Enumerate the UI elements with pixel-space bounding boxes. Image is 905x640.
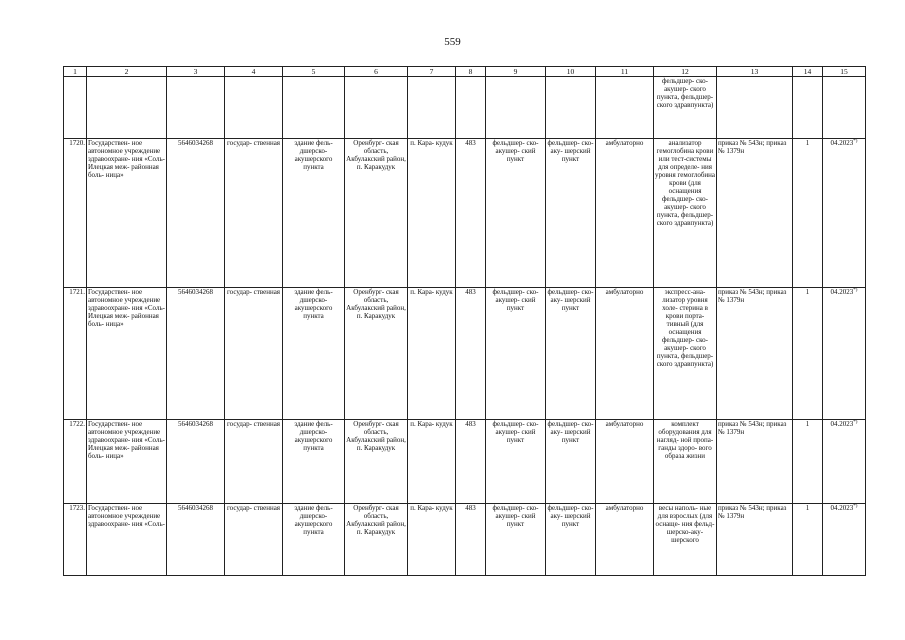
date-value: 04.2023 [830, 504, 854, 512]
building-cell: здание фель- дшерско- акушерского пункта [283, 288, 345, 420]
ownership-cell: государ- ственная [225, 420, 283, 504]
unit-name-cell: фельдшер- ско-аку- шерский пункт [546, 420, 596, 504]
column-header: 7 [408, 67, 456, 77]
column-header: 11 [596, 67, 654, 77]
column-header: 1 [64, 67, 87, 77]
unit-name-cell: фельдшер- ско-аку- шерский пункт [546, 139, 596, 288]
row-number: 1721. [64, 288, 87, 420]
column-header: 15 [823, 67, 866, 77]
population-cell: 483 [456, 420, 486, 504]
date-footnote-mark: *) [853, 504, 858, 509]
unit-type-cell: фельдшер- ско-акушер- ский пункт [486, 504, 546, 576]
inn-cell: 5646034268 [167, 139, 225, 288]
ownership-cell: государ- ственная [225, 139, 283, 288]
settlement-cell: п. Кара- кудук [408, 420, 456, 504]
date-footnote-mark: *) [853, 139, 858, 144]
settlement-cell: п. Кара- кудук [408, 139, 456, 288]
table-row [64, 420, 866, 504]
building-cell: здание фель- дшерско- акушерского пункта [283, 139, 345, 288]
care-form-cell: амбулаторно [596, 504, 654, 576]
column-header: 10 [546, 67, 596, 77]
column-header: 12 [654, 67, 717, 77]
row-number: 1723. [64, 504, 87, 576]
settlement-cell: п. Кара- кудук [408, 504, 456, 576]
region-cell: Оренбург- ская область, Акбулакский район, п. Каракудук [345, 288, 408, 420]
ownership-cell: государ- ственная [225, 288, 283, 420]
equipment-cell: экспресс-ана- лизатор уровня холе- стерина в крови порта- тивный (для оснащения фельдшер- ско-акушер- ского пункта, фельдшер- ского здравпункта) [654, 288, 717, 420]
region-cell: Оренбург- ская область, Акбулакский район, п. Каракудук [345, 420, 408, 504]
quantity-cell: 1 [793, 139, 823, 288]
column-header: 13 [717, 67, 793, 77]
column-header: 5 [283, 67, 345, 77]
unit-type-cell: фельдшер- ско-акушер- ский пункт [486, 288, 546, 420]
population-cell: 483 [456, 504, 486, 576]
organization-cell: Государствен- ное автономное учреждение здравоохране- ния «Соль- Илецкая меж- районная боль- ница» [87, 139, 167, 288]
inn-cell: 5646034268 [167, 420, 225, 504]
register-table [63, 66, 866, 576]
equipment-cell: весы наполь- ные для взрослых (для оснаще- ния фельд- шерско-аку- шерского [654, 504, 717, 576]
table-row [64, 139, 866, 288]
equipment-cell: анализатор гемоглобина крови или тест-системы для определе- ния уровня гемоглобина крови (для оснащения фельдшер- ско-акушер- ского пункта, фельдшер- ского здравпункта) [654, 139, 717, 288]
organization-cell: Государствен- ное автономное учреждение здравоохране- ния «Соль- [87, 504, 167, 576]
row-number: 1720. [64, 139, 87, 288]
equipment-cell: фельдшер- ско-акушер- ского пункта, фельдшер- ского здравпункта) [654, 77, 717, 139]
care-form-cell: амбулаторно [596, 288, 654, 420]
building-cell: здание фель- дшерско- акушерского пункта [283, 504, 345, 576]
column-header: 6 [345, 67, 408, 77]
date-value: 04.2023 [830, 139, 854, 147]
region-cell: Оренбург- ская область, Акбулакский район, п. Каракудук [345, 504, 408, 576]
column-header: 2 [87, 67, 167, 77]
date-footnote-mark: *) [853, 288, 858, 293]
column-number-row [64, 67, 866, 77]
organization-cell: Государствен- ное автономное учреждение здравоохране- ния «Соль- Илецкая меж- районная боль- ница» [87, 288, 167, 420]
unit-type-cell: фельдшер- ско-акушер- ский пункт [486, 420, 546, 504]
inn-cell: 5646034268 [167, 504, 225, 576]
table-row [64, 504, 866, 576]
table-row [64, 288, 866, 420]
column-header: 9 [486, 67, 546, 77]
care-form-cell: амбулаторно [596, 420, 654, 504]
order-cell: приказ № 543н; приказ № 1379н [717, 139, 793, 288]
unit-type-cell: фельдшер- ско-акушер- ский пункт [486, 139, 546, 288]
continuation-row [64, 77, 866, 139]
unit-name-cell: фельдшер- ско-аку- шерский пункт [546, 288, 596, 420]
population-cell: 483 [456, 139, 486, 288]
building-cell: здание фель- дшерско- акушерского пункта [283, 420, 345, 504]
date-cell [823, 420, 866, 504]
column-header: 8 [456, 67, 486, 77]
column-header: 3 [167, 67, 225, 77]
organization-cell: Государствен- ное автономное учреждение здравоохране- ния «Соль- Илецкая меж- районная боль- ница» [87, 420, 167, 504]
equipment-cell: комплект оборудования для нагляд- ной пропа- ганды здоро- вого образа жизни [654, 420, 717, 504]
date-cell [823, 288, 866, 420]
care-form-cell: амбулаторно [596, 139, 654, 288]
order-cell: приказ № 543н; приказ № 1379н [717, 288, 793, 420]
order-cell: приказ № 543н; приказ № 1379н [717, 504, 793, 576]
date-cell [823, 139, 866, 288]
column-header: 4 [225, 67, 283, 77]
order-cell: приказ № 543н; приказ № 1379н [717, 420, 793, 504]
date-cell [823, 504, 866, 576]
inn-cell: 5646034268 [167, 288, 225, 420]
quantity-cell: 1 [793, 504, 823, 576]
region-cell: Оренбург- ская область, Акбулакский район, п. Каракудук [345, 139, 408, 288]
date-value: 04.2023 [830, 420, 854, 428]
quantity-cell: 1 [793, 420, 823, 504]
settlement-cell: п. Кара- кудук [408, 288, 456, 420]
population-cell: 483 [456, 288, 486, 420]
column-header: 14 [793, 67, 823, 77]
ownership-cell: государ- ственная [225, 504, 283, 576]
date-footnote-mark: *) [853, 420, 858, 425]
row-number: 1722. [64, 420, 87, 504]
unit-name-cell: фельдшер- ско-аку- шерский пункт [546, 504, 596, 576]
quantity-cell: 1 [793, 288, 823, 420]
date-value: 04.2023 [830, 288, 854, 296]
page-number: 559 [444, 36, 461, 48]
